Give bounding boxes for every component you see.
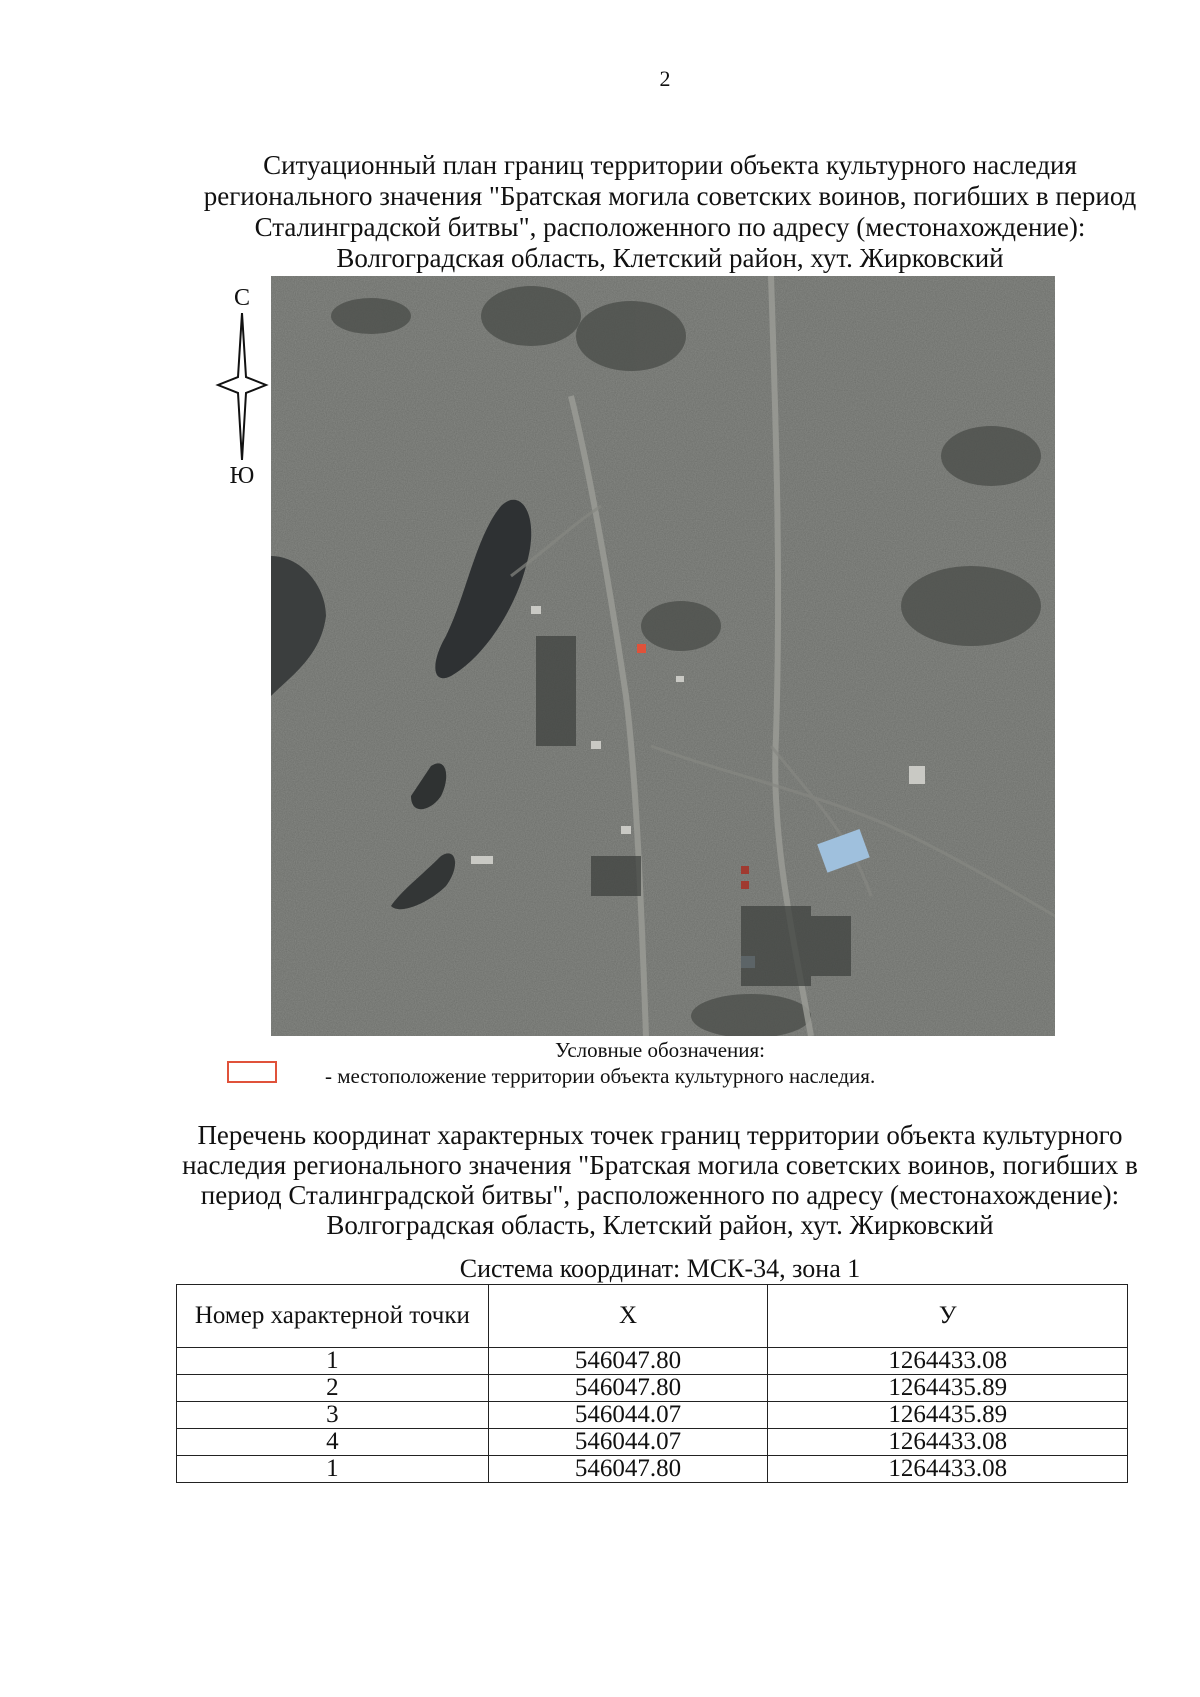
x-cell: 546047.80 (488, 1375, 768, 1402)
situation-plan-title: Ситуационный план границ территории объекта культурного наследия регионального значения "Братская могила советских воинов, погибших в период Сталинградской битвы", расположенного по адресу (местонахождение): Волгоградская область, Клетский район, хут. Жирковский (203, 150, 1137, 273)
point-number-cell: 2 (177, 1375, 489, 1402)
point-number-cell: 4 (177, 1429, 489, 1456)
table-header-row (177, 1285, 1128, 1348)
x-cell: 546044.07 (488, 1429, 768, 1456)
header-y: У (768, 1285, 1128, 1348)
satellite-map-image (271, 276, 1055, 1036)
header-x: Х (488, 1285, 768, 1348)
legend-item-text: - местоположение территории объекта культурного наследия. (325, 1064, 876, 1088)
coordinates-table (176, 1284, 1128, 1483)
table-row (177, 1456, 1128, 1483)
point-number-cell: 1 (177, 1348, 489, 1375)
y-cell: 1264433.08 (768, 1456, 1128, 1483)
legend-title: Условные обозначения: (554, 1038, 766, 1062)
table-row (177, 1402, 1128, 1429)
legend-marker-swatch (227, 1061, 277, 1083)
x-cell: 546044.07 (488, 1402, 768, 1429)
y-cell: 1264433.08 (768, 1429, 1128, 1456)
satellite-map (271, 276, 1055, 1036)
y-cell: 1264433.08 (768, 1348, 1128, 1375)
compass-north-label: С (233, 285, 250, 311)
y-cell: 1264435.89 (768, 1375, 1128, 1402)
compass-south-label: Ю (229, 463, 255, 489)
coordinate-system-label: Система координат: МСК-34, зона 1 (459, 1254, 861, 1283)
x-cell: 546047.80 (488, 1456, 768, 1483)
north-arrow-compass (214, 285, 270, 495)
point-number-cell: 1 (177, 1456, 489, 1483)
y-cell: 1264435.89 (768, 1402, 1128, 1429)
table-row (177, 1375, 1128, 1402)
x-cell: 546047.80 (488, 1348, 768, 1375)
coordinates-list-title: Перечень координат характерных точек границ территории объекта культурного наследия регионального значения "Братская могила советских воинов, погибших в период Сталинградской битвы", расположенного по адресу (местонахождение): Волгоградская область, Клетский район, хут. Жирковский (182, 1120, 1138, 1240)
table-row (177, 1348, 1128, 1375)
header-point-number: Номер характерной точки (177, 1285, 489, 1348)
table-row (177, 1429, 1128, 1456)
point-number-cell: 3 (177, 1402, 489, 1429)
page-number: 2 (659, 66, 671, 91)
